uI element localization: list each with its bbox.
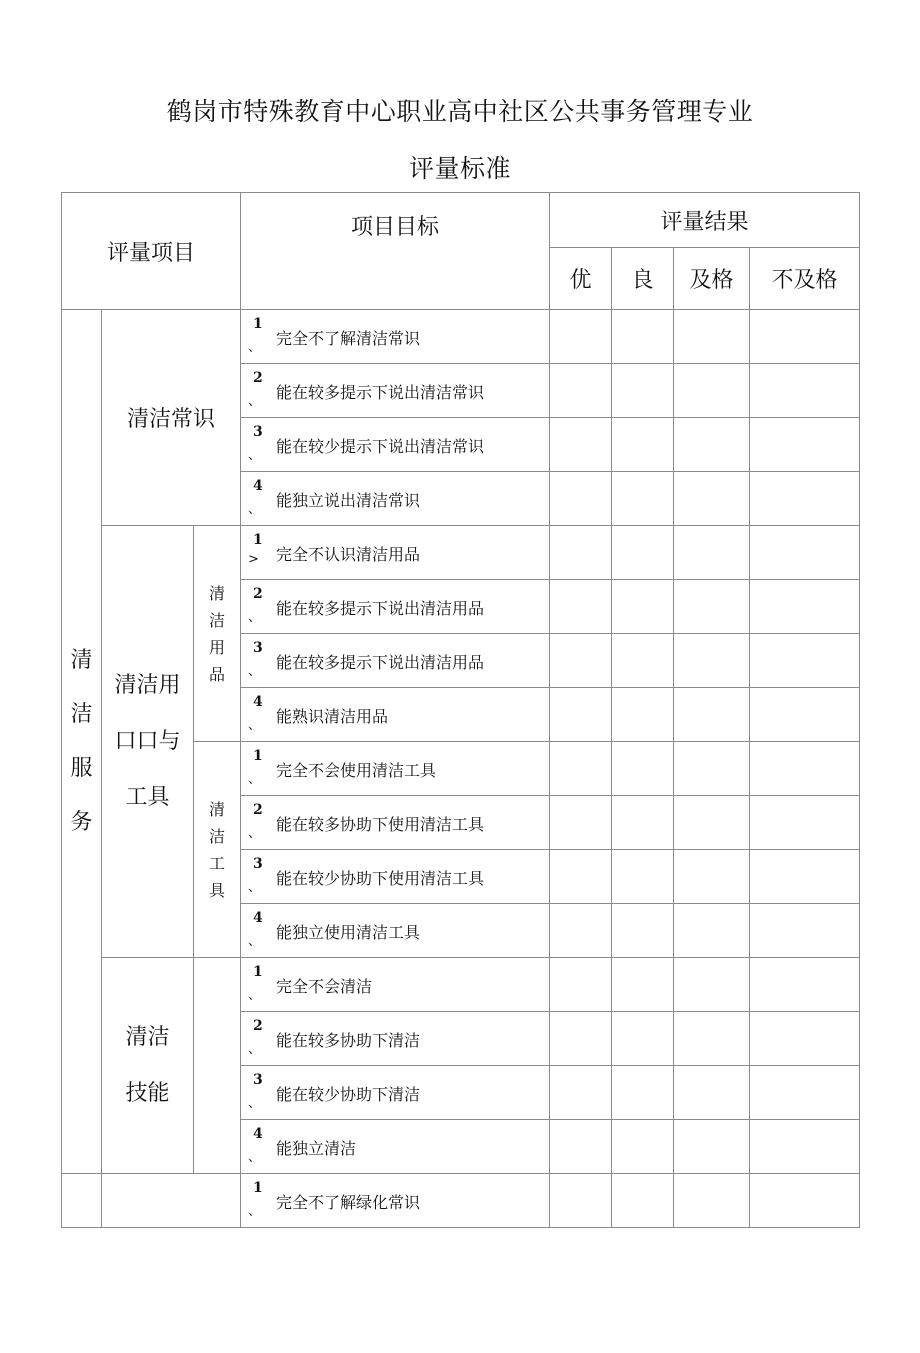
goal-separator: 、: [248, 880, 262, 895]
category-empty: [102, 1174, 241, 1228]
category-line: 技能: [125, 1080, 170, 1106]
result-cell-excellent[interactable]: [550, 958, 612, 1012]
goal-number: 4: [253, 910, 263, 926]
goal-separator: 、: [248, 1042, 262, 1057]
subcategory-char: 清: [208, 799, 225, 819]
subcategory-char: 用: [208, 637, 225, 657]
result-cell-fail[interactable]: [750, 958, 860, 1012]
result-cell-good[interactable]: [612, 796, 674, 850]
result-cell-good[interactable]: [612, 1174, 674, 1228]
goal-separator: 、: [248, 772, 262, 787]
result-cell-excellent[interactable]: [550, 1066, 612, 1120]
result-cell-good[interactable]: [612, 580, 674, 634]
result-cell-pass[interactable]: [674, 688, 750, 742]
goal-text: 能熟识清洁用品: [276, 707, 389, 726]
goal-number: 3: [253, 1072, 263, 1088]
result-cell-good[interactable]: [612, 418, 674, 472]
result-cell-fail[interactable]: [750, 850, 860, 904]
subcategory-char: 洁: [208, 610, 225, 630]
result-cell-fail[interactable]: [750, 796, 860, 850]
goal-text: 完全不了解清洁常识: [276, 329, 421, 348]
result-cell-fail[interactable]: [750, 1120, 860, 1174]
category-cleaning-skills: [102, 958, 194, 1174]
result-cell-fail[interactable]: [750, 688, 860, 742]
goal-cell: [241, 580, 550, 634]
category-line: 清洁: [125, 1024, 170, 1050]
goal-text: 能独立说出清洁常识: [276, 491, 421, 510]
result-cell-pass[interactable]: [674, 1066, 750, 1120]
result-cell-pass[interactable]: [674, 850, 750, 904]
goal-number: 2: [253, 1018, 263, 1034]
goal-number: 2: [253, 802, 263, 818]
result-cell-fail[interactable]: [750, 472, 860, 526]
goal-text: 完全不认识清洁用品: [276, 545, 421, 564]
goal-number: 3: [253, 424, 263, 440]
result-cell-good[interactable]: [612, 310, 674, 364]
goal-text: 能在较少协助下清洁: [276, 1085, 421, 1104]
subcategory-char: 具: [208, 880, 225, 900]
result-cell-fail[interactable]: [750, 364, 860, 418]
subcategory-char: 洁: [208, 826, 225, 846]
goal-text: 能在较多提示下说出清洁常识: [276, 383, 485, 402]
goal-cell: [241, 904, 550, 958]
result-cell-pass[interactable]: [674, 364, 750, 418]
result-cell-good[interactable]: [612, 472, 674, 526]
category-line: 工具: [125, 784, 170, 810]
result-cell-excellent[interactable]: [550, 310, 612, 364]
result-cell-excellent[interactable]: [550, 526, 612, 580]
goal-separator: 、: [248, 394, 262, 409]
goal-cell: [241, 1174, 550, 1228]
result-cell-fail[interactable]: [750, 634, 860, 688]
result-cell-good[interactable]: [612, 634, 674, 688]
result-cell-excellent[interactable]: [550, 688, 612, 742]
goal-cell: [241, 850, 550, 904]
result-cell-excellent[interactable]: [550, 1012, 612, 1066]
subcategory-char: 工: [208, 853, 225, 873]
goal-number: 3: [253, 640, 263, 656]
result-cell-good[interactable]: [612, 1120, 674, 1174]
goal-number: 4: [253, 694, 263, 710]
goal-number: 4: [253, 1126, 263, 1142]
result-cell-good[interactable]: [612, 526, 674, 580]
domain-cleaning-service: [62, 310, 102, 1174]
result-cell-pass[interactable]: [674, 742, 750, 796]
result-cell-good[interactable]: [612, 688, 674, 742]
goal-cell: [241, 1012, 550, 1066]
goal-separator: 、: [248, 340, 262, 355]
domain-char: 洁: [70, 701, 93, 727]
goal-text: 能独立清洁: [276, 1139, 357, 1158]
goal-text: 完全不会清洁: [276, 977, 373, 996]
result-cell-pass[interactable]: [674, 796, 750, 850]
result-cell-excellent[interactable]: [550, 850, 612, 904]
result-cell-pass[interactable]: [674, 526, 750, 580]
goal-number: 1: [253, 316, 263, 332]
goal-separator: 、: [248, 1150, 262, 1165]
result-cell-good[interactable]: [612, 1012, 674, 1066]
goal-cell: [241, 526, 550, 580]
goal-cell: [241, 796, 550, 850]
subcategory-empty: [194, 958, 241, 1174]
goal-separator: 、: [248, 1204, 262, 1219]
document-subtitle: 评量标准: [408, 154, 511, 183]
header-item: 评量项目: [62, 193, 241, 310]
result-cell-pass[interactable]: [674, 1012, 750, 1066]
goal-number: 1: [253, 532, 263, 548]
goal-cell: [241, 472, 550, 526]
goal-separator: 、: [248, 1096, 262, 1111]
goal-cell: [241, 1120, 550, 1174]
goal-number: 4: [253, 478, 263, 494]
goal-number: 2: [253, 370, 263, 386]
goal-text: 能在较多提示下说出清洁用品: [276, 599, 485, 618]
result-cell-pass[interactable]: [674, 418, 750, 472]
result-cell-good[interactable]: [612, 742, 674, 796]
goal-cell: [241, 742, 550, 796]
result-cell-pass[interactable]: [674, 1120, 750, 1174]
header-goal: 项目目标: [241, 193, 550, 310]
header-grade-excellent: 优: [550, 248, 612, 310]
goal-cell: [241, 364, 550, 418]
assessment-table: [61, 192, 860, 1228]
result-cell-good[interactable]: [612, 364, 674, 418]
result-cell-fail[interactable]: [750, 580, 860, 634]
table-row: [62, 526, 860, 580]
goal-number: 1: [253, 748, 263, 764]
goal-cell: [241, 958, 550, 1012]
header-grade-fail: 不及格: [750, 248, 860, 310]
result-cell-excellent[interactable]: [550, 634, 612, 688]
document-title: 鹤岗市特殊教育中心职业高中社区公共事务管理专业: [166, 97, 754, 126]
goal-separator: 、: [248, 826, 262, 841]
result-cell-fail[interactable]: [750, 904, 860, 958]
result-cell-fail[interactable]: [750, 418, 860, 472]
goal-separator: 、: [248, 448, 262, 463]
result-cell-excellent[interactable]: [550, 742, 612, 796]
result-cell-excellent[interactable]: [550, 1120, 612, 1174]
header-result: 评量结果: [550, 193, 860, 248]
category-supplies-and-tools: [102, 526, 194, 958]
table-row: [62, 1174, 860, 1228]
goal-text: 能在较多协助下使用清洁工具: [276, 815, 485, 834]
goal-separator: 、: [248, 988, 262, 1003]
result-cell-excellent[interactable]: [550, 364, 612, 418]
result-cell-fail[interactable]: [750, 310, 860, 364]
subcategory-cleaning-supplies: [194, 526, 241, 742]
category-line: 清洁用: [114, 672, 181, 698]
result-cell-good[interactable]: [612, 904, 674, 958]
result-cell-good[interactable]: [612, 1066, 674, 1120]
goal-separator: 、: [248, 664, 262, 679]
result-cell-pass[interactable]: [674, 580, 750, 634]
result-cell-fail[interactable]: [750, 1012, 860, 1066]
result-cell-excellent[interactable]: [550, 472, 612, 526]
goal-number: 1: [253, 1180, 263, 1196]
result-cell-excellent[interactable]: [550, 1174, 612, 1228]
subcategory-char: 品: [208, 664, 225, 684]
goal-text: 完全不了解绿化常识: [276, 1193, 421, 1212]
goal-cell: [241, 310, 550, 364]
goal-text: 完全不会使用清洁工具: [276, 761, 437, 780]
result-cell-pass[interactable]: [674, 1174, 750, 1228]
domain-char: 服: [70, 755, 93, 781]
result-cell-excellent[interactable]: [550, 796, 612, 850]
goal-cell: [241, 418, 550, 472]
subcategory-cleaning-tools: [194, 742, 241, 958]
result-cell-fail[interactable]: [750, 1174, 860, 1228]
result-cell-excellent[interactable]: [550, 580, 612, 634]
result-cell-fail[interactable]: [750, 1066, 860, 1120]
table-row: [62, 310, 860, 364]
goal-cell: [241, 634, 550, 688]
goal-text: 能独立使用清洁工具: [276, 923, 421, 942]
result-cell-fail[interactable]: [750, 526, 860, 580]
category-cleaning-knowledge: 清洁常识: [102, 310, 241, 526]
goal-separator: 、: [248, 502, 262, 517]
result-cell-good[interactable]: [612, 958, 674, 1012]
goal-cell: [241, 1066, 550, 1120]
goal-separator: 、: [248, 934, 262, 949]
domain-char: 清: [70, 647, 93, 673]
category-line: 口口与: [114, 728, 181, 754]
result-cell-pass[interactable]: [674, 958, 750, 1012]
goal-number: 2: [253, 586, 263, 602]
goal-separator: 、: [248, 718, 262, 733]
result-cell-pass[interactable]: [674, 310, 750, 364]
subcategory-char: 清: [208, 583, 225, 603]
result-cell-pass[interactable]: [674, 904, 750, 958]
goal-number: 1: [253, 964, 263, 980]
result-cell-excellent[interactable]: [550, 904, 612, 958]
goal-cell: [241, 688, 550, 742]
goal-text: 能在较少协助下使用清洁工具: [276, 869, 485, 888]
goal-text: 能在较少提示下说出清洁常识: [276, 437, 485, 456]
header-grade-good: 良: [612, 248, 674, 310]
goal-separator: >: [248, 552, 259, 567]
header-grade-pass: 及格: [674, 248, 750, 310]
goal-number: 3: [253, 856, 263, 872]
result-cell-fail[interactable]: [750, 742, 860, 796]
goal-text: 能在较多协助下清洁: [276, 1031, 421, 1050]
result-cell-excellent[interactable]: [550, 418, 612, 472]
goal-text: 能在较多提示下说出清洁用品: [276, 653, 485, 672]
table-row: [62, 958, 860, 1012]
domain-empty: [62, 1174, 102, 1228]
result-cell-pass[interactable]: [674, 472, 750, 526]
domain-char: 务: [70, 809, 93, 835]
goal-separator: 、: [248, 610, 262, 625]
result-cell-good[interactable]: [612, 850, 674, 904]
result-cell-pass[interactable]: [674, 634, 750, 688]
